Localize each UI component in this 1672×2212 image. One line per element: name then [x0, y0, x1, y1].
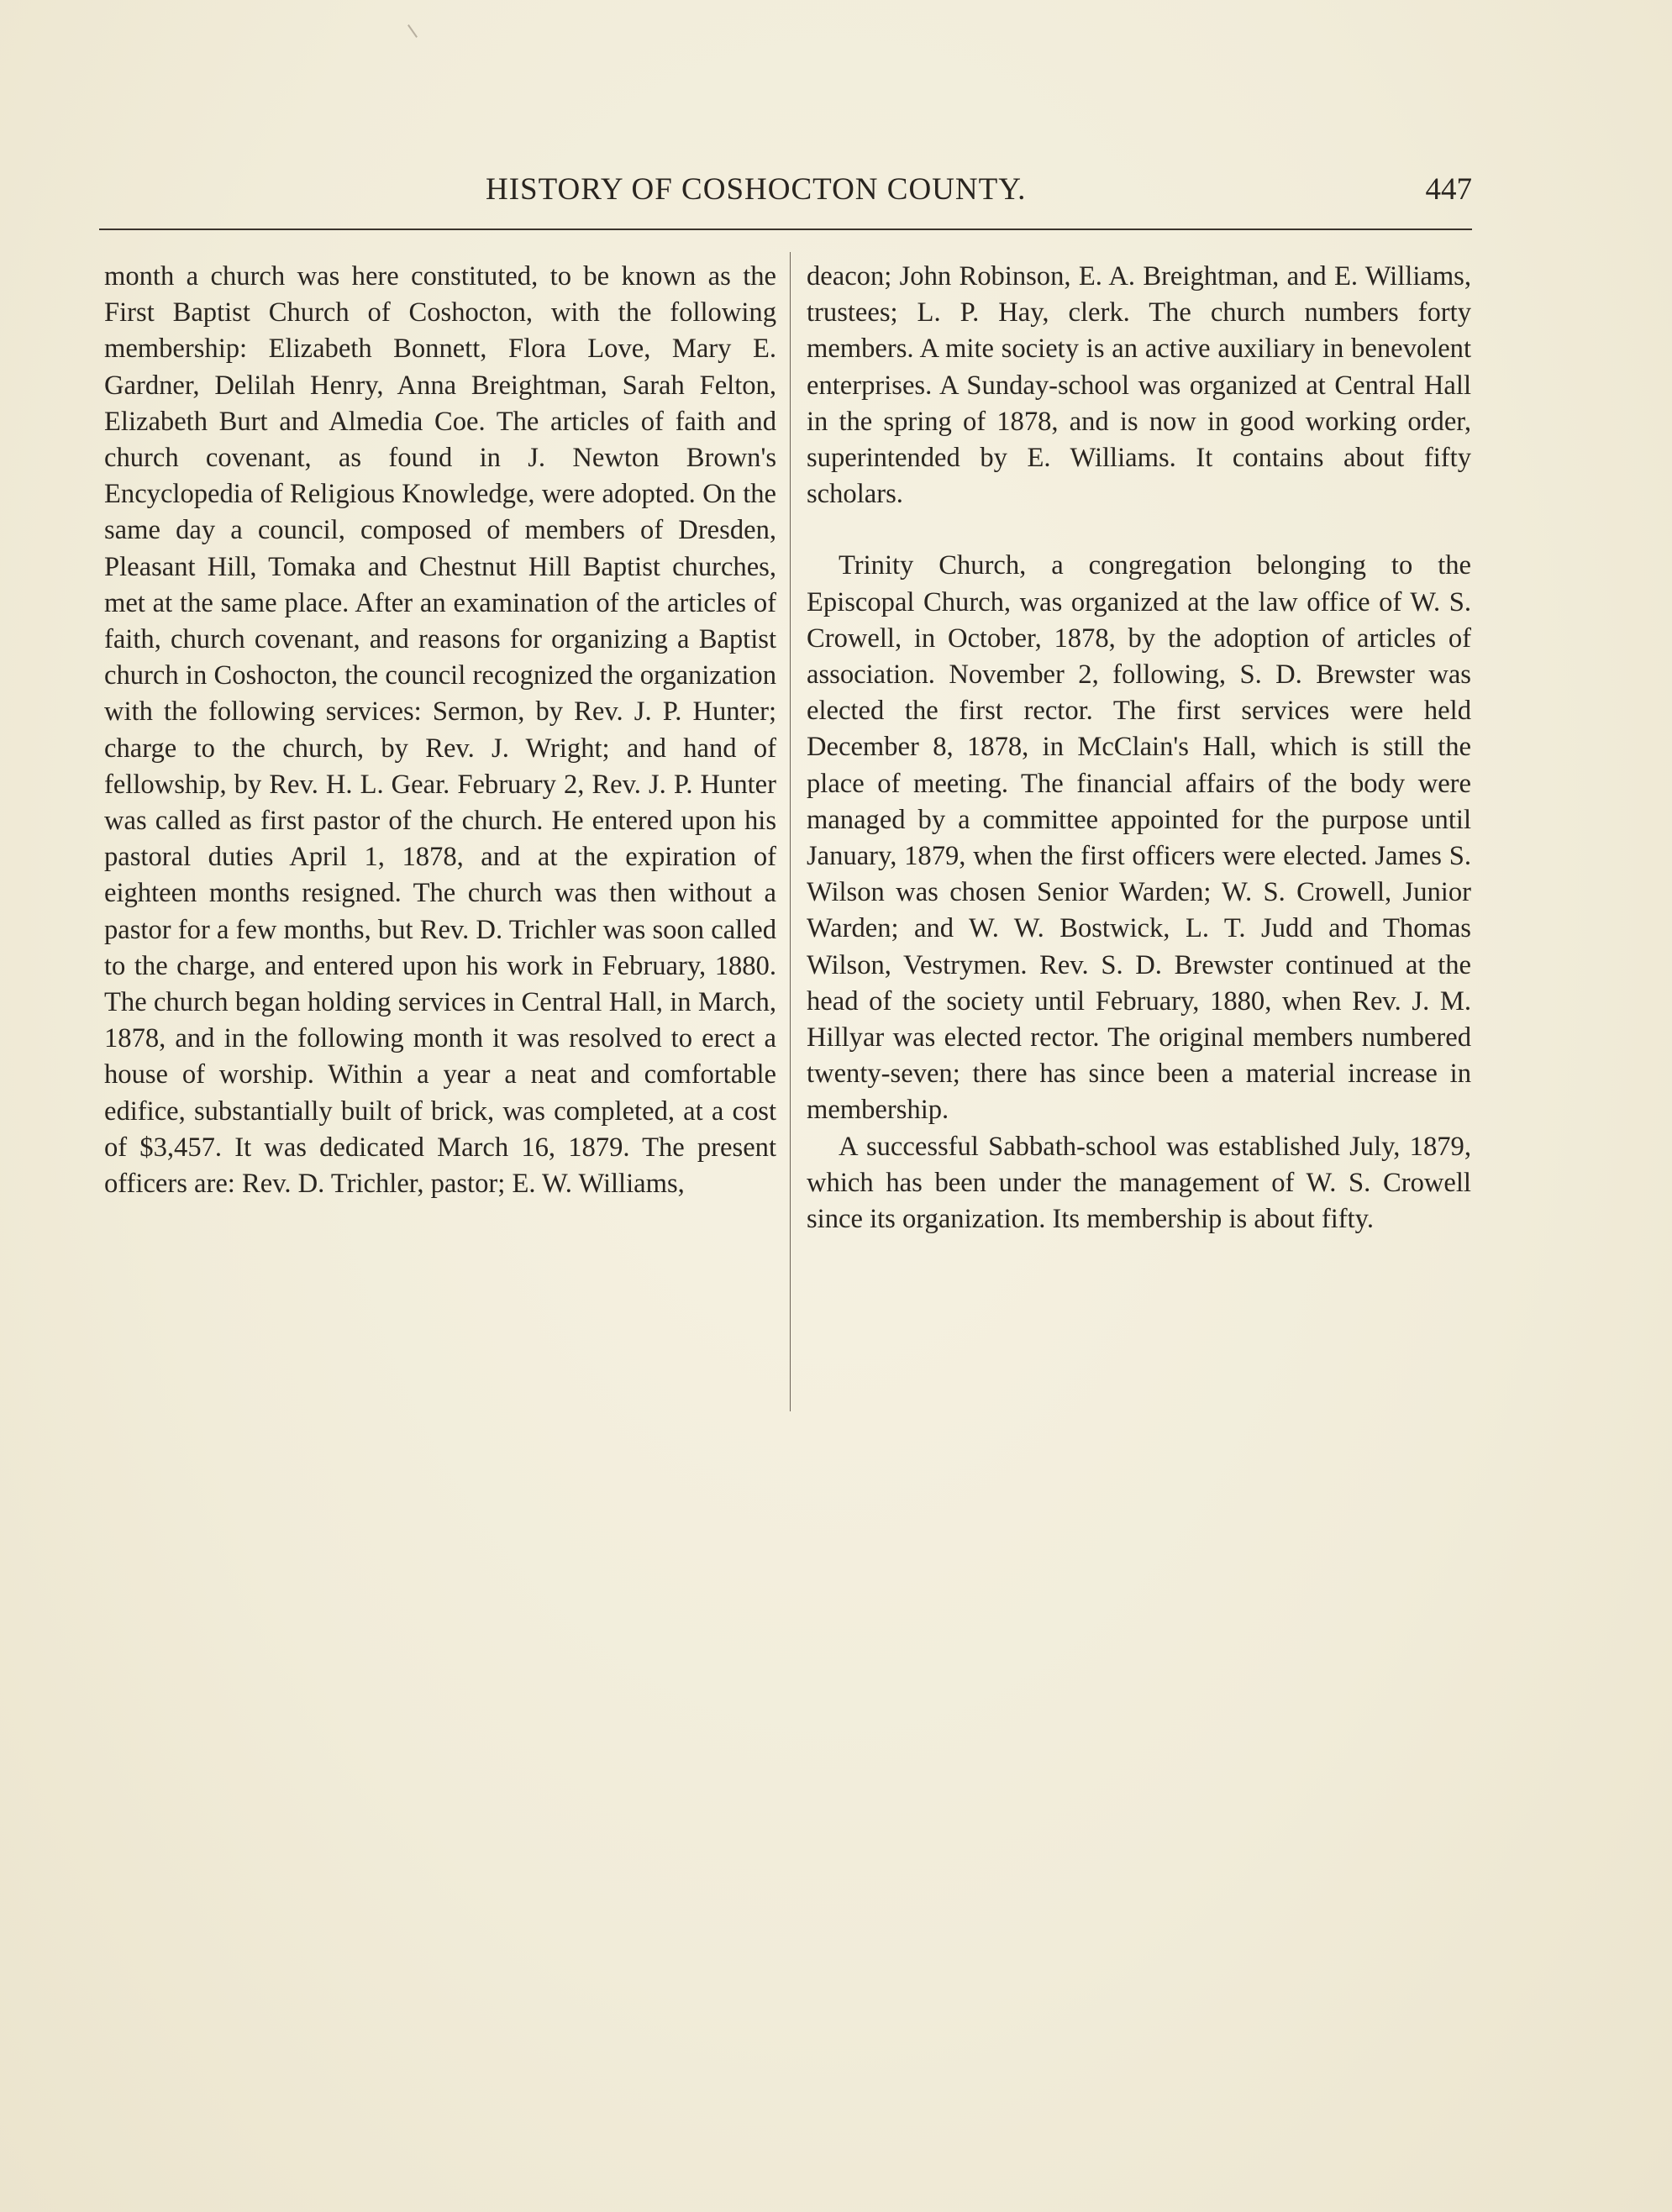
paragraph: Trinity Church, a congregation belonging to the Episcopal Church, was organized at the law office of W. S. Crowell, in October, 1878, by the adoption of articles of association. November 2, following, S. D. Brewster was elected the first rector. The first services were held December 8, 1878, in McClain's Hall, which is still the place of meeting. The financial affairs of the body were managed by a committee appointed for the purpose until January, 1879, when the first officers were elected. James S. Wilson was chosen Senior Warden; W. S. Crowell, Junior Warden; and W. W. Bostwick, L. T. Judd and Thomas Wilson, Vestrymen. Rev. S. D. Brewster continued at the head of the society until February, 1880, when Rev. J. M. Hillyar was elected rector. The original members numbered twenty-seven; there has since been a material increase in membership.	[807, 550, 1471, 1126]
page-number: 447	[1425, 172, 1472, 207]
column-divider	[790, 252, 791, 1411]
page-header	[99, 168, 1472, 218]
running-head: HISTORY OF COSHOCTON COUNTY.	[486, 172, 1027, 207]
paragraph: month a church was here constituted, to be known as the First Baptist Church of Coshocton, with the following membership: Elizabeth Bonnett, Flora Love, Mary E. Gardner, Delilah Henry, Anna Breightman, Sarah Felton, Elizabeth Burt and Almedia Coe. The articles of faith and church covenant, as found in J. Newton Brown's Encyclopedia of Religious Knowledge, were adopted. On the same day a council, composed of members of Dresden, Pleasant Hill, Tomaka and Chestnut Hill Baptist churches, met at the same place. After an examination of the articles of faith, church covenant, and reasons for organizing a Baptist church in Coshocton, the council recognized the organization with the following services: Sermon, by Rev. J. P. Hunter; charge to the church, by Rev. J. Wright; and hand of fellowship, by Rev. H. L. Gear. February 2, Rev. J. P. Hunter was called as first pastor of the church. He entered upon his pastoral duties April 1, 1878, and at the expiration of eighteen months resigned. The church was then without a pastor for a few months, but Rev. D. Trichler was soon called to the charge, and entered upon his work in February, 1880. The church began holding services in Central Hall, in March, 1878, and in the following month it was resolved to erect a house of worship. Within a year a neat and comfortable edifice, substantially built of brick, was completed, at a cost of $3,457. It was dedicated March 16, 1879. The present officers are: Rev. D. Trichler, pastor; E. W. Williams,	[104, 261, 776, 1200]
left-column	[104, 259, 776, 1202]
header-rule	[99, 229, 1472, 230]
stray-mark	[407, 24, 418, 38]
paragraph: deacon; John Robinson, E. A. Breightman, and E. Williams, trustees; L. P. Hay, clerk. The church numbers forty members. A mite society is an active auxiliary in benevolent enterprises. A Sunday-school was organized at Central Hall in the spring of 1878, and is now in good working order, superintended by E. Williams. It contains about fifty scholars.	[807, 261, 1471, 510]
right-column	[807, 259, 1471, 1237]
paragraph: A successful Sabbath-school was established July, 1879, which has been under the management of W. S. Crowell since its organization. Its membership is about fifty.	[807, 1131, 1471, 1235]
